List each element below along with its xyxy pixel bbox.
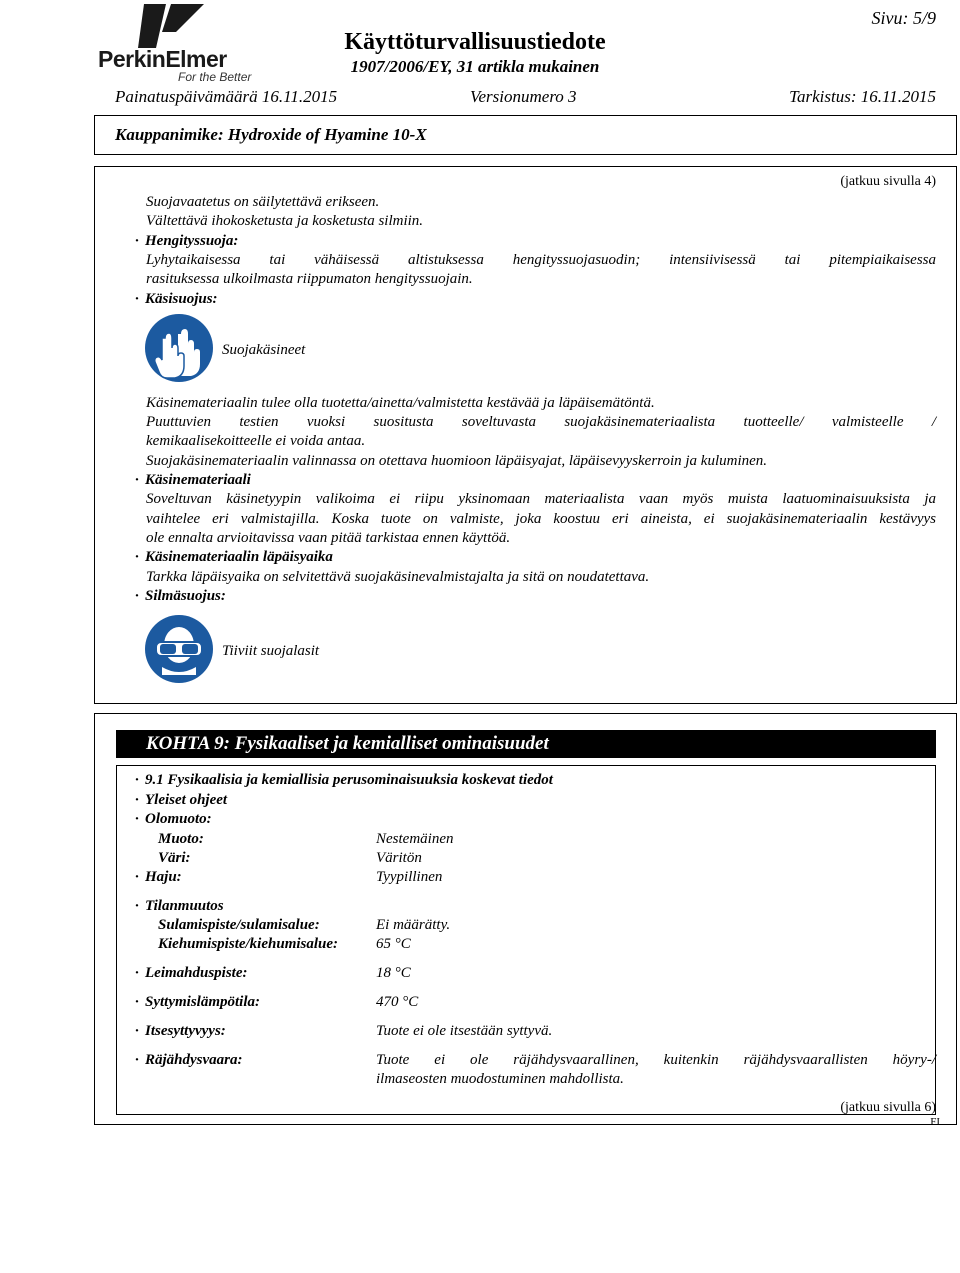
- eye-protection-label: · Silmäsuojus:: [135, 588, 226, 604]
- respiratory-protection-label: · Hengityssuoja:: [135, 233, 239, 249]
- ignition-temperature-label: · Syttymislämpötila:: [135, 994, 260, 1010]
- appearance-label: · Olomuoto:: [135, 811, 212, 827]
- explosion-hazard-value-1: Tuote ei ole räjähdysvaarallinen, kuitenkin räjähdysvaarallisten höyry-/: [376, 1052, 936, 1068]
- continued-to-note: (jatkuu sivulla 6): [840, 1100, 936, 1115]
- document-subtitle: 1907/2006/EY, 31 artikla mukainen: [350, 57, 600, 76]
- odour-value: Tyypillinen: [376, 869, 443, 885]
- melting-point-value: Ei määrätty.: [376, 917, 451, 933]
- glove-material-label: · Käsinemateriaali: [135, 472, 251, 488]
- odour-label: · Haju:: [135, 869, 182, 885]
- breakthrough-time-label: · Käsinemateriaalin läpäisyaika: [135, 549, 333, 565]
- section-9-title-bar: [116, 730, 936, 758]
- document-title: Käyttöturvallisuustiedote: [344, 29, 606, 55]
- explosion-hazard-label: · Räjähdysvaara:: [135, 1052, 243, 1068]
- colour-value: Väritön: [376, 850, 422, 866]
- page-number: Sivu: 5/9: [871, 8, 936, 28]
- boiling-point-label: Kiehumispiste/kiehumisalue:: [158, 936, 339, 952]
- glove-material-detail-3: ole ennalta arvioitavissa vaan pitää tarkistaa ennen käyttöä.: [146, 530, 511, 546]
- glove-material-detail-2: vaihtelee eri valmistajilla. Koska tuote on valmiste, joka koostuu eri aineista, ei suojakäsinemateriaalin kestävyys: [146, 511, 936, 527]
- respiratory-protection-text-2: rasituksessa ulkoilmasta riippumaton hengityssuojain.: [146, 271, 473, 287]
- logo-mark-icon: [138, 4, 208, 48]
- melting-point-label: Sulamispiste/sulamisalue:: [158, 917, 320, 933]
- goggles-icon-label: Tiiviit suojalasit: [222, 643, 320, 659]
- flash-point-value: 18 °C: [376, 965, 411, 981]
- glove-material-text-2a: Puuttuvien testien vuoksi suositusta soveltuvasta suojakäsinemateriaalista tuotteelle/ valmisteelle /: [146, 414, 936, 430]
- self-ignition-value: Tuote ei ole itsestään syttyvä.: [376, 1023, 553, 1039]
- logo-tagline: For the Better: [178, 70, 252, 84]
- general-info-label: · Yleiset ohjeet: [135, 792, 228, 808]
- trade-name-box: [94, 115, 957, 155]
- glove-material-text-1: Käsinemateriaalin tulee olla tuotetta/ainetta/valmistetta kestävää ja läpäisemätöntä.: [146, 395, 655, 411]
- version-number: Versionumero 3: [470, 87, 577, 106]
- form-label: Muoto:: [158, 831, 204, 847]
- colour-label: Väri:: [158, 850, 191, 866]
- section-9-title: KOHTA 9: Fysikaaliset ja kemialliset ominaisuudet: [146, 733, 549, 754]
- logo-name: PerkinElmer: [98, 46, 227, 72]
- state-change-label: · Tilanmuutos: [135, 898, 224, 914]
- subsection-9-1-title: · 9.1 Fysikaalisia ja kemiallisia perusominaisuuksia koskevat tiedot: [135, 772, 553, 788]
- breakthrough-time-text: Tarkka läpäisyaika on selvitettävä suojakäsinevalmistajalta ja sitä on noudatettava.: [146, 569, 650, 585]
- language-code: FI: [930, 1116, 940, 1128]
- print-date: Painatuspäivämäärä 16.11.2015: [115, 87, 338, 106]
- hand-protection-label: · Käsisuojus:: [135, 291, 218, 307]
- self-ignition-label: · Itsesyttyvyys:: [135, 1023, 226, 1039]
- avoid-contact-text: Vältettävä ihokosketusta ja kosketusta silmiin.: [146, 213, 424, 229]
- safety-goggles-icon: [145, 615, 213, 683]
- explosion-hazard-value-2: ilmaseosten muodostuminen mahdollista.: [376, 1071, 624, 1087]
- form-value: Nestemäinen: [376, 831, 454, 847]
- gloves-icon-label: Suojakäsineet: [222, 342, 306, 358]
- clothing-storage-text: Suojavaatetus on säilytettävä erikseen.: [146, 194, 380, 210]
- continued-from-note: (jatkuu sivulla 4): [840, 174, 936, 189]
- company-logo: [98, 4, 268, 84]
- protective-gloves-icon: [145, 314, 213, 382]
- ignition-temperature-value: 470 °C: [376, 994, 419, 1010]
- flash-point-label: · Leimahduspiste:: [135, 965, 248, 981]
- revision-date: Tarkistus: 16.11.2015: [789, 87, 936, 106]
- glove-material-text-3: Suojakäsinemateriaalin valinnassa on otettava huomioon läpäisyajat, läpäisevyyskerroin ja kuluminen.: [146, 453, 768, 469]
- glove-material-detail-1: Soveltuvan käsinetyypin valikoima ei riipu yksinomaan materiaalista vaan myös muista laatuominaisuuksista ja: [146, 491, 936, 507]
- respiratory-protection-text-1: Lyhytaikaisessa tai vähäisessä altistuksessa hengityssuojasuodin; intensiivisessä tai pitempiaikaisessa: [146, 252, 936, 268]
- trade-name: Kauppanimike: Hydroxide of Hyamine 10-X: [115, 125, 427, 144]
- boiling-point-value: 65 °C: [376, 936, 411, 952]
- glove-material-text-2b: kemikaalisekoitteelle ei voida antaa.: [146, 433, 366, 449]
